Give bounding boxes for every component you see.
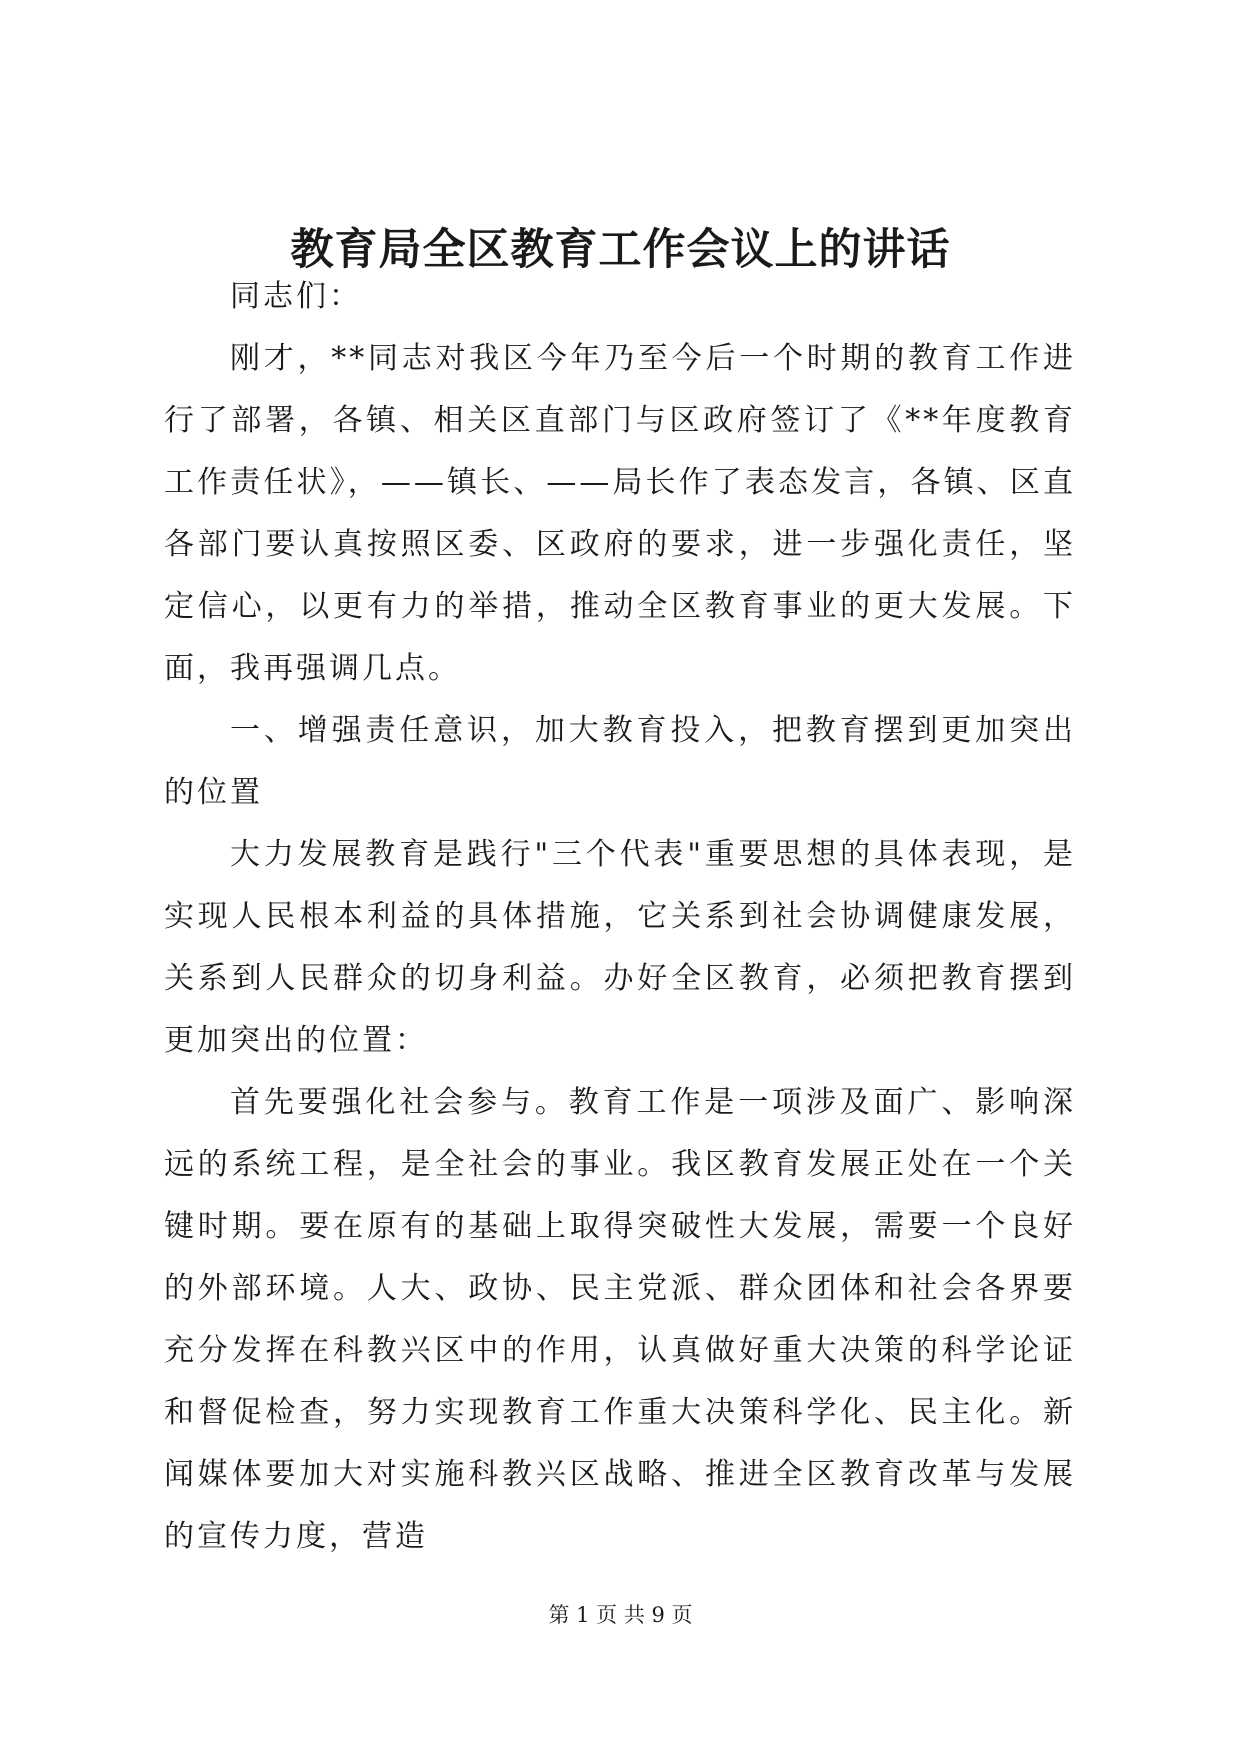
- body-paragraph: 刚才，**同志对我区今年乃至今后一个时期的教育工作进行了部署，各镇、相关区直部门与区政府签订了《**年度教育工作责任状》，——镇长、——局长作了表态发言，各镇、区直各部门要认真按照区委、区政府的要求，进一步强化责任，坚定信心，以更有力的举措，推动全区教育事业的更大发展。下面，我再强调几点。: [164, 341, 1076, 686]
- document-body: [164, 266, 1076, 1568]
- section-heading-paragraph: 一、增强责任意识，加大教育投入，把教育摆到更加突出的位置: [164, 713, 1076, 810]
- salutation-paragraph: 同志们：: [230, 279, 362, 314]
- document-title: 教育局全区教育工作会议上的讲话: [290, 225, 951, 275]
- page-number-footer: 第 1 页 共 9 页: [548, 1603, 693, 1627]
- body-paragraph: 大力发展教育是践行"三个代表"重要思想的具体表现，是实现人民根本利益的具体措施，它关系到社会协调健康发展，关系到人民群众的切身利益。办好全区教育，必须把教育摆到更加突出的位置：: [164, 837, 1076, 1058]
- body-paragraph: 首先要强化社会参与。教育工作是一项涉及面广、影响深远的系统工程，是全社会的事业。我区教育发展正处在一个关键时期。要在原有的基础上取得突破性大发展，需要一个良好的外部环境。人大、政协、民主党派、群众团体和社会各界要充分发挥在科教兴区中的作用，认真做好重大决策的科学论证和督促检查，努力实现教育工作重大决策科学化、民主化。新闻媒体要加大对实施科教兴区战略、推进全区教育改革与发展的宣传力度，营造: [164, 1085, 1076, 1554]
